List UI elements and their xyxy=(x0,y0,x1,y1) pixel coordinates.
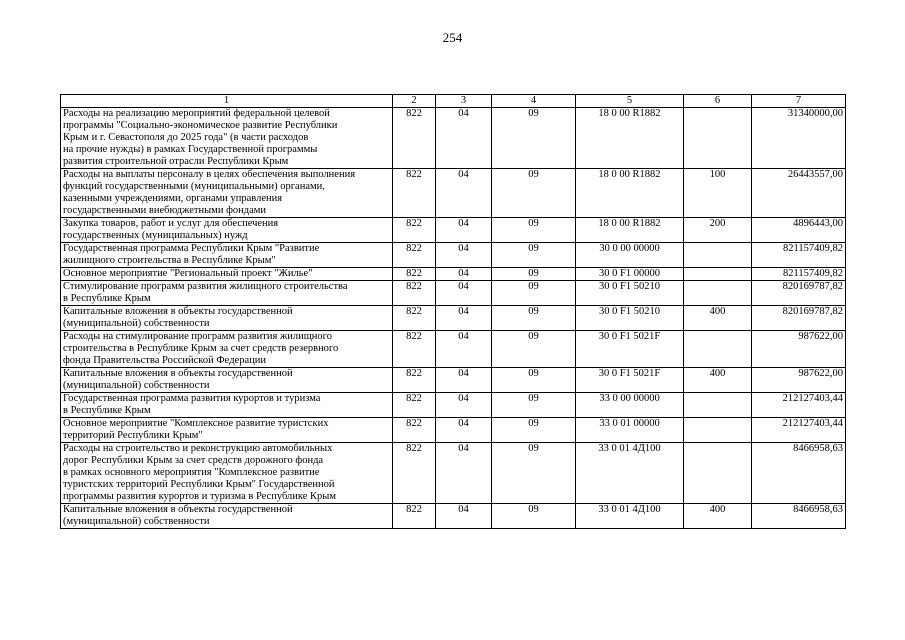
cell-name: Стимулирование программ развития жилищного строительства в Республике Крым xyxy=(61,281,393,306)
cell-target-code: 30 0 F1 5021F xyxy=(576,368,684,393)
cell-amount: 821157409,82 xyxy=(752,243,846,268)
cell-name: Расходы на выплаты персоналу в целях обеспечения выполнения функций государственными (муниципальными) органами, казенными учреждениями, органами управления государственными внебюджетными фондами xyxy=(61,169,393,218)
cell-subsection: 09 xyxy=(492,443,576,504)
cell-expense-type: 400 xyxy=(684,306,752,331)
cell-expense-type xyxy=(684,243,752,268)
cell-expense-type xyxy=(684,108,752,169)
cell-name: Основное мероприятие "Комплексное развитие туристских территорий Республики Крым" xyxy=(61,418,393,443)
cell-name: Капитальные вложения в объекты государственной (муниципальной) собственности xyxy=(61,504,393,529)
cell-section: 04 xyxy=(436,331,492,368)
page-number: 254 xyxy=(442,30,463,45)
cell-subsection: 09 xyxy=(492,504,576,529)
table-row xyxy=(61,281,846,306)
table-row xyxy=(61,418,846,443)
cell-amount: 820169787,82 xyxy=(752,306,846,331)
cell-section: 04 xyxy=(436,504,492,529)
cell-expense-type: 100 xyxy=(684,169,752,218)
table-header-row xyxy=(61,95,846,108)
cell-subsection: 09 xyxy=(492,393,576,418)
cell-subsection: 09 xyxy=(492,243,576,268)
cell-target-code: 30 0 F1 5021F xyxy=(576,331,684,368)
cell-amount: 212127403,44 xyxy=(752,418,846,443)
cell-subsection: 09 xyxy=(492,108,576,169)
cell-amount: 4896443,00 xyxy=(752,218,846,243)
table-row xyxy=(61,504,846,529)
cell-amount: 987622,00 xyxy=(752,331,846,368)
cell-expense-type xyxy=(684,331,752,368)
cell-amount: 26443557,00 xyxy=(752,169,846,218)
cell-name: Расходы на реализацию мероприятий федеральной целевой программы "Социально-экономическое развитие Республики Крым и г. Севастополя до 2025 года" (в части расходов на прочие нужды) в рамках Государственной программы развития строительной отрасли Республики Крым xyxy=(61,108,393,169)
cell-section: 04 xyxy=(436,281,492,306)
table-row xyxy=(61,243,846,268)
cell-ministry: 822 xyxy=(393,281,436,306)
cell-section: 04 xyxy=(436,218,492,243)
table-row xyxy=(61,218,846,243)
cell-expense-type xyxy=(684,393,752,418)
table-row xyxy=(61,393,846,418)
column-header: 3 xyxy=(436,95,492,108)
table-row xyxy=(61,331,846,368)
cell-name: Государственная программа Республики Крым "Развитие жилищного строительства в Республике Крым" xyxy=(61,243,393,268)
column-header: 1 xyxy=(61,95,393,108)
cell-section: 04 xyxy=(436,169,492,218)
cell-section: 04 xyxy=(436,418,492,443)
cell-ministry: 822 xyxy=(393,306,436,331)
cell-name: Капитальные вложения в объекты государственной (муниципальной) собственности xyxy=(61,368,393,393)
cell-amount: 31340000,00 xyxy=(752,108,846,169)
cell-ministry: 822 xyxy=(393,108,436,169)
cell-target-code: 30 0 F1 00000 xyxy=(576,268,684,281)
cell-target-code: 18 0 00 R1882 xyxy=(576,218,684,243)
cell-name: Капитальные вложения в объекты государственной (муниципальной) собственности xyxy=(61,306,393,331)
cell-section: 04 xyxy=(436,306,492,331)
cell-section: 04 xyxy=(436,243,492,268)
cell-ministry: 822 xyxy=(393,218,436,243)
cell-subsection: 09 xyxy=(492,268,576,281)
cell-target-code: 18 0 00 R1882 xyxy=(576,169,684,218)
cell-target-code: 30 0 00 00000 xyxy=(576,243,684,268)
cell-ministry: 822 xyxy=(393,368,436,393)
cell-amount: 820169787,82 xyxy=(752,281,846,306)
column-header: 6 xyxy=(684,95,752,108)
cell-subsection: 09 xyxy=(492,331,576,368)
cell-target-code: 30 0 F1 50210 xyxy=(576,281,684,306)
column-header: 5 xyxy=(576,95,684,108)
cell-expense-type xyxy=(684,443,752,504)
cell-section: 04 xyxy=(436,393,492,418)
cell-ministry: 822 xyxy=(393,169,436,218)
cell-ministry: 822 xyxy=(393,268,436,281)
cell-target-code: 33 0 01 00000 xyxy=(576,418,684,443)
cell-ministry: 822 xyxy=(393,504,436,529)
cell-expense-type: 200 xyxy=(684,218,752,243)
cell-name: Государственная программа развития курортов и туризма в Республике Крым xyxy=(61,393,393,418)
cell-subsection: 09 xyxy=(492,306,576,331)
cell-amount: 821157409,82 xyxy=(752,268,846,281)
cell-target-code: 33 0 01 4Д100 xyxy=(576,443,684,504)
cell-ministry: 822 xyxy=(393,243,436,268)
table-row xyxy=(61,108,846,169)
cell-subsection: 09 xyxy=(492,169,576,218)
column-header: 4 xyxy=(492,95,576,108)
cell-name: Расходы на стимулирование программ развития жилищного строительства в Республике Крым за счет средств резервного фонда Правительства Российской Федерации xyxy=(61,331,393,368)
table-row xyxy=(61,268,846,281)
cell-subsection: 09 xyxy=(492,281,576,306)
table-row xyxy=(61,169,846,218)
cell-amount: 987622,00 xyxy=(752,368,846,393)
table-row xyxy=(61,443,846,504)
cell-expense-type xyxy=(684,268,752,281)
column-header: 2 xyxy=(393,95,436,108)
cell-section: 04 xyxy=(436,108,492,169)
cell-name: Основное мероприятие "Региональный проект "Жилье" xyxy=(61,268,393,281)
cell-target-code: 30 0 F1 50210 xyxy=(576,306,684,331)
cell-expense-type: 400 xyxy=(684,368,752,393)
cell-target-code: 18 0 00 R1882 xyxy=(576,108,684,169)
column-header: 7 xyxy=(752,95,846,108)
cell-ministry: 822 xyxy=(393,331,436,368)
cell-target-code: 33 0 00 00000 xyxy=(576,393,684,418)
cell-ministry: 822 xyxy=(393,443,436,504)
cell-section: 04 xyxy=(436,268,492,281)
cell-section: 04 xyxy=(436,443,492,504)
cell-section: 04 xyxy=(436,368,492,393)
cell-subsection: 09 xyxy=(492,218,576,243)
budget-table xyxy=(60,94,846,529)
cell-name: Расходы на строительство и реконструкцию автомобильных дорог Республики Крым за счет средств дорожного фонда в рамках основного мероприятия "Комплексное развитие туристских территорий Республики Крым" Государственной программы развития курортов и туризма в Республике Крым xyxy=(61,443,393,504)
cell-ministry: 822 xyxy=(393,418,436,443)
cell-amount: 8466958,63 xyxy=(752,504,846,529)
cell-expense-type xyxy=(684,281,752,306)
cell-ministry: 822 xyxy=(393,393,436,418)
table-row xyxy=(61,306,846,331)
cell-amount: 8466958,63 xyxy=(752,443,846,504)
cell-target-code: 33 0 01 4Д100 xyxy=(576,504,684,529)
cell-subsection: 09 xyxy=(492,368,576,393)
cell-amount: 212127403,44 xyxy=(752,393,846,418)
cell-expense-type: 400 xyxy=(684,504,752,529)
cell-expense-type xyxy=(684,418,752,443)
table-row xyxy=(61,368,846,393)
cell-name: Закупка товаров, работ и услуг для обеспечения государственных (муниципальных) нужд xyxy=(61,218,393,243)
cell-subsection: 09 xyxy=(492,418,576,443)
